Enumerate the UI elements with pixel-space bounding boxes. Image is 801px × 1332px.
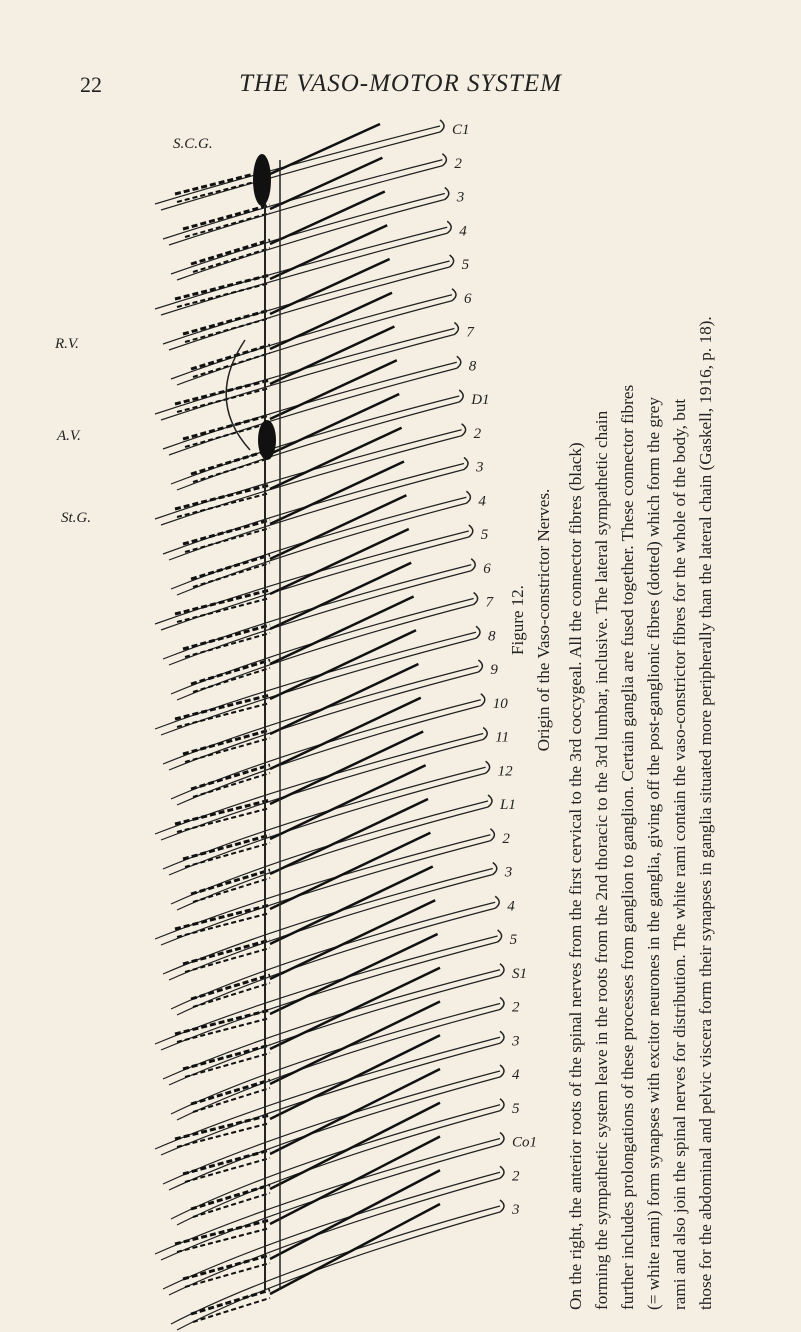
label-av: A.V. <box>57 428 81 444</box>
caption-line: those for the abdominal and pelvic viscera form their synapses in ganglia situated more peripherally than the lateral chain (Gaskell, 1916, p. 18). <box>696 316 715 1310</box>
segment-label: 12 <box>497 763 513 780</box>
nerve-root <box>155 1031 504 1155</box>
segment-label: 2 <box>454 155 462 172</box>
segment-label: 5 <box>509 932 518 948</box>
segment-label: 4 <box>512 1067 520 1083</box>
segment-label: 4 <box>507 898 515 915</box>
running-head: THE VASO-MOTOR SYSTEM <box>239 70 562 97</box>
segment-label: 2 <box>502 830 510 847</box>
segment-label: 2 <box>473 425 482 442</box>
caption-line: (= white rami) form synapses with excitor neurones in the ganglia, giving off the post-ganglionic fibres (dotted) which form the grey <box>644 397 663 1310</box>
caption-line: forming the sympathetic system leave in the roots from the 2nd thoracic to the 3rd lumbar, inclusive. The lateral sympathetic chain <box>592 410 611 1310</box>
figure-description <box>563 110 719 1310</box>
segment-label: 10 <box>492 695 508 712</box>
segment-label: 3 <box>456 189 465 206</box>
nerve-root <box>155 1133 504 1261</box>
nerve-root <box>171 694 485 805</box>
segment-label: 6 <box>464 290 472 307</box>
label-rv: R.V. <box>55 336 79 352</box>
segment-label: 4 <box>478 493 486 510</box>
nerve-root <box>155 930 502 1050</box>
page-number: 22 <box>80 72 102 97</box>
segment-label: 7 <box>466 324 474 341</box>
segment-label: 8 <box>488 628 496 645</box>
segment-label: C1 <box>452 122 470 138</box>
nerve-root <box>163 1166 504 1295</box>
segment-label: 5 <box>480 527 489 543</box>
segment-label: 7 <box>485 594 494 611</box>
segment-label: 2 <box>512 1168 520 1185</box>
segment-label: 3 <box>512 1202 520 1218</box>
segment-label: 5 <box>512 1100 520 1117</box>
ganglion <box>253 154 271 206</box>
ganglion <box>258 420 276 460</box>
segment-label: S1 <box>512 965 527 982</box>
segment-label: 2 <box>512 999 520 1016</box>
figure-caption <box>505 110 719 1310</box>
segment-label: 3 <box>476 459 484 476</box>
segment-label: L1 <box>500 797 516 813</box>
segment-label: 9 <box>490 662 498 678</box>
label-scg: S.C.G. <box>173 136 213 152</box>
nerve-group <box>155 120 504 1330</box>
segment-label: 5 <box>461 257 470 273</box>
segment-label: D1 <box>471 392 490 408</box>
segment-label: 4 <box>459 223 467 240</box>
sympathetic-chain <box>226 154 280 1290</box>
figure-label: Figure 12. <box>508 585 527 655</box>
label-stg: St.G. <box>61 510 91 526</box>
nerve-root <box>163 356 461 455</box>
caption-line: further includes prolongations of these processes from ganglion to ganglion. Certain ganglia are fused together. These connector fibres <box>618 384 637 1310</box>
nerve-root <box>171 289 456 385</box>
nerve-root <box>171 1200 504 1330</box>
nerve-root <box>155 829 494 945</box>
segment-label: 11 <box>495 729 510 746</box>
nerve-root <box>163 1065 504 1190</box>
segment-label: 6 <box>483 560 491 577</box>
caption-line: On the right, the anterior roots of the spinal nerves from the first cervical to the 3rd coccygeal. All the connector fibres (black) <box>566 442 585 1310</box>
figure-title: Origin of the Vaso-constrictor Nerves. <box>534 488 553 752</box>
segment-label: Co1 <box>512 1134 538 1151</box>
segment-label: 3 <box>512 1033 520 1050</box>
segment-label: 8 <box>468 358 477 375</box>
segment-label: 3 <box>504 864 513 881</box>
caption-line: rami and also join the spinal nerves for distribution. The white rami contain the vaso-constrictor fibres for the whole of the body, but <box>670 398 689 1310</box>
nerve-root <box>155 525 473 630</box>
